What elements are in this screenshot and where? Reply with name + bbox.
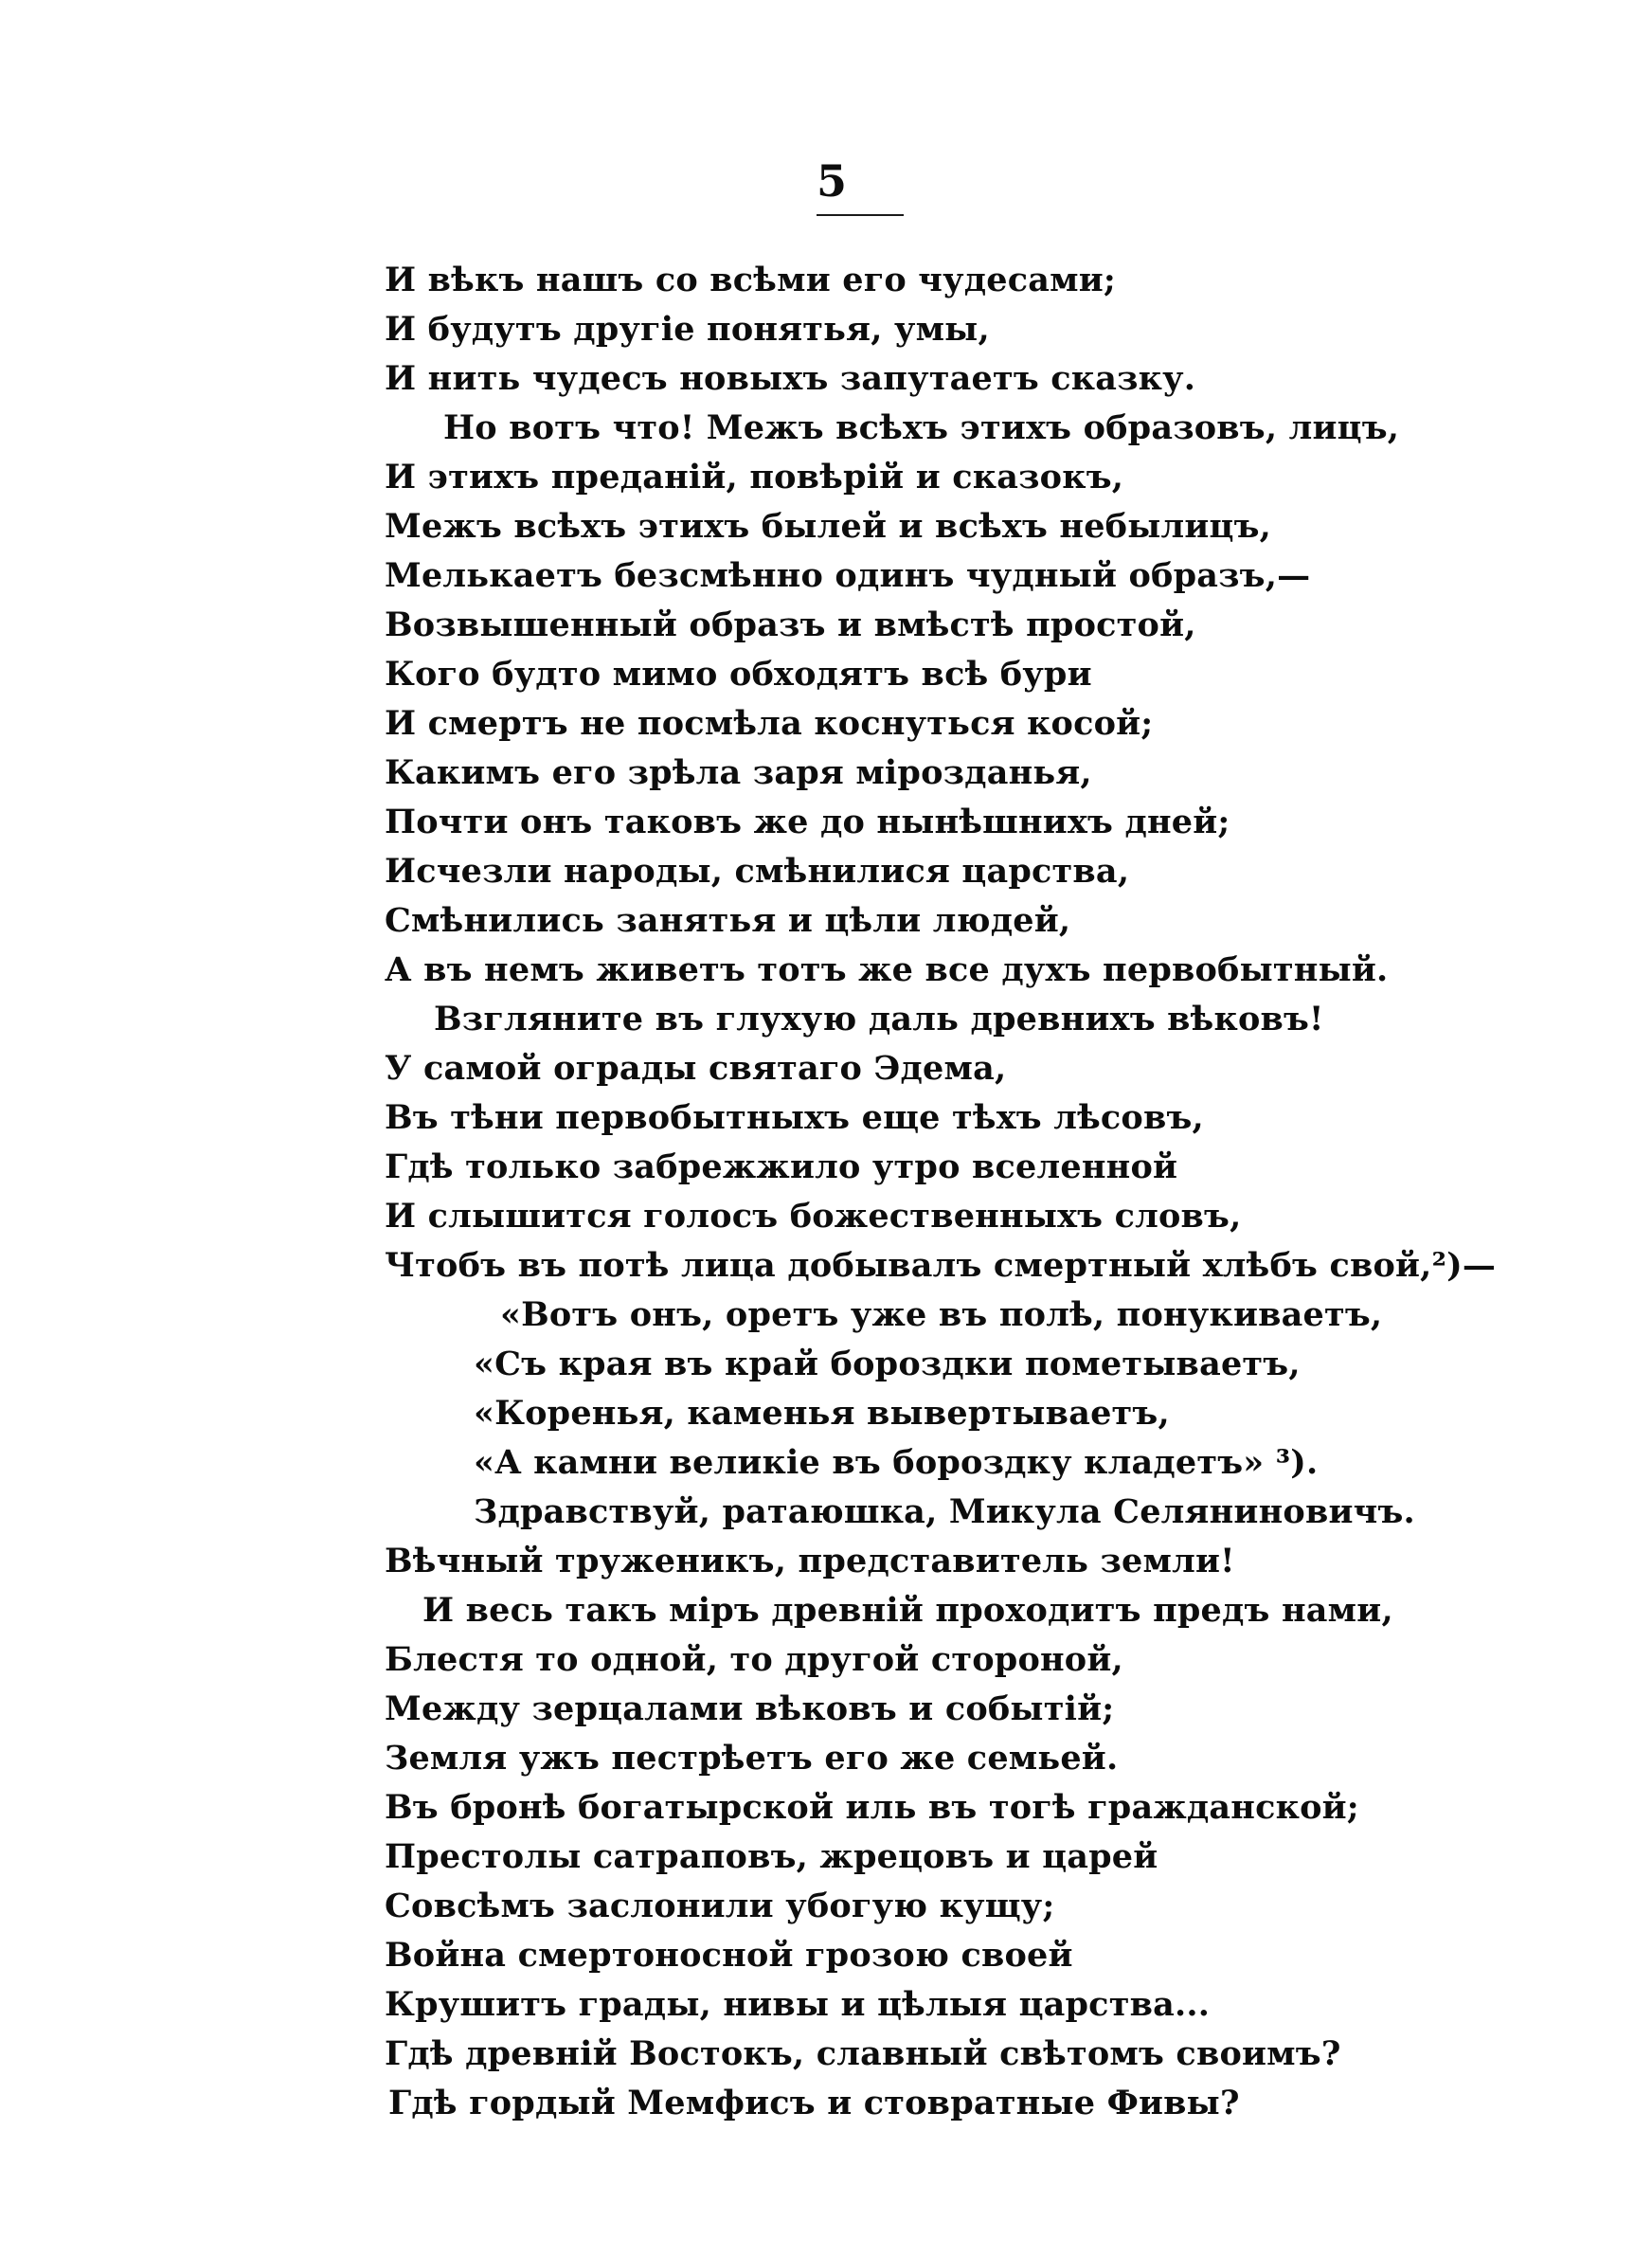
poem-line: «Коренья, каменья вывертываетъ, bbox=[474, 1394, 1170, 1433]
poem-line: Гдѣ древній Востокъ, славный свѣтомъ своимъ? bbox=[385, 2034, 1341, 2073]
poem-line: У самой ограды святаго Эдема, bbox=[385, 1049, 1007, 1088]
poem-line: Совсѣмъ заслонили убогую кущу; bbox=[385, 1887, 1055, 1925]
poem-line: Возвышенный образъ и вмѣстѣ простой, bbox=[385, 605, 1196, 644]
poem-line: И будутъ другіе понятья, умы, bbox=[385, 310, 990, 349]
poem-line: И смертъ не посмѣла коснуться косой; bbox=[385, 704, 1154, 743]
poem-line: Исчезли народы, смѣнилися царства, bbox=[385, 852, 1130, 891]
poem-line: Война смертоносной грозою своей bbox=[385, 1936, 1073, 1975]
poem-line: Въ бронѣ богатырской иль въ тогѣ гражданской; bbox=[385, 1788, 1359, 1827]
poem-line: Вѣчный труженикъ, представитель земли! bbox=[385, 1542, 1235, 1580]
page-number: 5 bbox=[817, 155, 848, 207]
poem-line: «Съ края въ край бороздки пометываетъ, bbox=[474, 1345, 1301, 1383]
poem-line: Кого будто мимо обходятъ всѣ бури bbox=[385, 655, 1092, 694]
poem-line: Блестя то одной, то другой стороной, bbox=[385, 1640, 1123, 1679]
poem-line: Межъ всѣхъ этихъ былей и всѣхъ небылицъ, bbox=[385, 507, 1272, 546]
poem-line: Гдѣ только забрежжило утро вселенной bbox=[385, 1147, 1178, 1186]
poem-line: Здравствуй, ратаюшка, Микула Селяниновичъ. bbox=[474, 1492, 1415, 1531]
poem-line: Престолы сатраповъ, жрецовъ и царей bbox=[385, 1837, 1158, 1876]
poem-line: Смѣнились занятья и цѣли людей, bbox=[385, 901, 1071, 940]
poem-line: Въ тѣни первобытныхъ еще тѣхъ лѣсовъ, bbox=[385, 1098, 1204, 1137]
poem-line: Между зерцалами вѣковъ и событій; bbox=[385, 1689, 1115, 1728]
poem-line: И нить чудесъ новыхъ запутаетъ сказку. bbox=[385, 359, 1196, 398]
poem-line: Крушитъ грады, нивы и цѣлыя царства... bbox=[385, 1985, 1211, 2024]
poem-line: Взгляните въ глухую даль древнихъ вѣковъ! bbox=[434, 1000, 1324, 1038]
poem-line: Земля ужъ пестрѣетъ его же семьей. bbox=[385, 1739, 1119, 1778]
poem-line: Почти онъ таковъ же до нынѣшнихъ дней; bbox=[385, 803, 1230, 841]
poem-line: «Вотъ онъ, оретъ уже въ полѣ, понукиваетъ, bbox=[500, 1295, 1383, 1334]
poem-line: Какимъ его зрѣла заря мірозданья, bbox=[385, 753, 1092, 792]
poem-line: Чтобъ въ потѣ лица добывалъ смертный хлѣбъ свой,²)— bbox=[385, 1246, 1497, 1285]
poem-line: Мелькаетъ безсмѣнно одинъ чудный образъ,— bbox=[385, 556, 1311, 595]
poem-line: «А камни великіе въ бороздку кладетъ» ³). bbox=[474, 1443, 1319, 1482]
poem-line: И весь такъ міръ древній проходитъ предъ нами, bbox=[422, 1591, 1393, 1630]
poem-line: И этихъ преданій, повѣрій и сказокъ, bbox=[385, 458, 1124, 497]
poem-line: И слышится голосъ божественныхъ словъ, bbox=[385, 1197, 1242, 1236]
poem-line: Но вотъ что! Межъ всѣхъ этихъ образовъ, лицъ, bbox=[443, 408, 1400, 447]
poem-line: А въ немъ живетъ тотъ же все духъ первобытный. bbox=[385, 950, 1389, 989]
poem-line: И вѣкъ нашъ со всѣми его чудесами; bbox=[385, 261, 1116, 299]
poem-line: Гдѣ гордый Мемфисъ и стовратные Фивы? bbox=[388, 2084, 1240, 2122]
